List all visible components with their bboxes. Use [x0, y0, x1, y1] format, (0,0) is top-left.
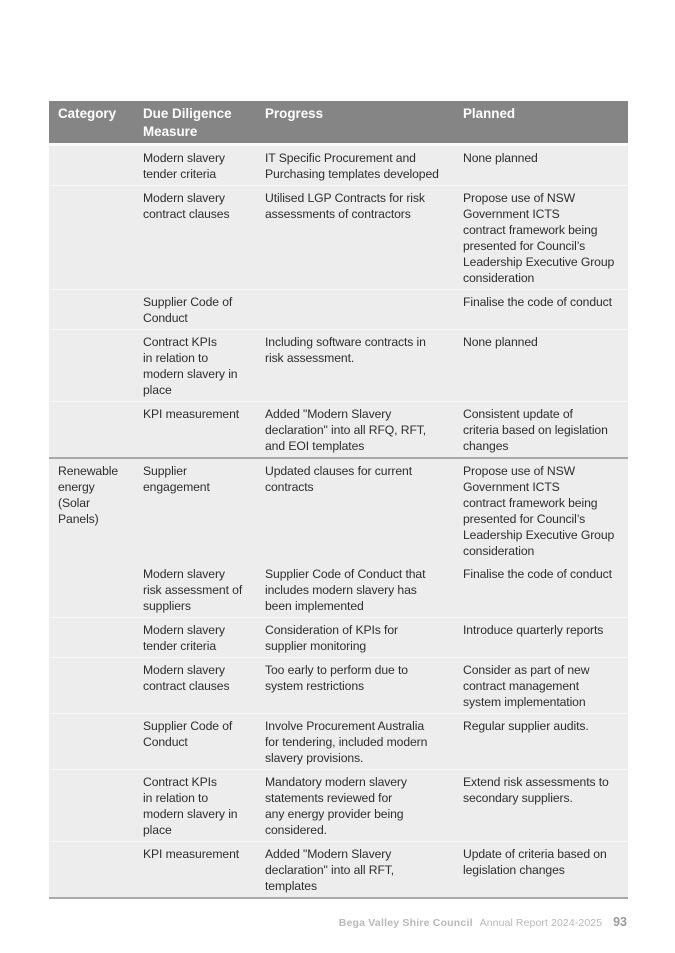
cell-text-line: Supplier Code of	[143, 295, 233, 309]
cell-progress	[256, 618, 454, 658]
cell-text-line: Leadership Executive Group	[463, 255, 615, 269]
cell-text-line: Consider as part of new	[463, 663, 590, 677]
table-row	[49, 562, 628, 618]
table-header	[49, 101, 628, 145]
cell-text-line: Panels)	[58, 512, 99, 526]
cell-text-line: Mandatory modern slavery	[265, 775, 407, 789]
table-row	[49, 618, 628, 658]
cell-due-diligence-measure	[134, 658, 256, 714]
cell-category	[49, 658, 134, 714]
cell-due-diligence-measure	[134, 330, 256, 402]
header-line: Progress	[265, 106, 324, 121]
cell-text-line: Including software contracts in	[265, 335, 426, 349]
cell-text-line: declaration" into all RFQ, RFT,	[265, 423, 427, 437]
cell-text-line: place	[143, 383, 172, 397]
cell-text-line: consideration	[463, 271, 535, 285]
cell-category	[49, 458, 134, 562]
cell-text-line: Propose use of NSW	[463, 191, 575, 205]
cell-text-line: for tendering, included modern	[265, 735, 428, 749]
header-category	[49, 101, 134, 145]
table-row	[49, 458, 628, 562]
cell-text-line: Propose use of NSW	[463, 464, 575, 478]
cell-category	[49, 714, 134, 770]
cell-planned	[454, 618, 628, 658]
cell-text-line: contract framework being	[463, 223, 598, 237]
cell-text-line: contract management	[463, 679, 579, 693]
cell-due-diligence-measure	[134, 714, 256, 770]
cell-text-line: Regular supplier audits.	[463, 719, 589, 733]
cell-text-line: Extend risk assessments to	[463, 775, 609, 789]
cell-due-diligence-measure	[134, 402, 256, 459]
cell-progress	[256, 290, 454, 330]
cell-text-line: contract clauses	[143, 207, 230, 221]
cell-text-line: tender criteria	[143, 639, 217, 653]
cell-planned	[454, 402, 628, 459]
cell-text-line: Introduce quarterly reports	[463, 623, 604, 637]
cell-text-line: includes modern slavery has	[265, 583, 417, 597]
cell-text-line: modern slavery in	[143, 367, 238, 381]
cell-due-diligence-measure	[134, 186, 256, 290]
table-row	[49, 186, 628, 290]
cell-progress	[256, 842, 454, 899]
cell-text-line: been implemented	[265, 599, 364, 613]
table-body	[49, 145, 628, 899]
cell-due-diligence-measure	[134, 458, 256, 562]
cell-text-line: system restrictions	[265, 679, 365, 693]
cell-progress	[256, 330, 454, 402]
cell-text-line: risk assessment.	[265, 351, 355, 365]
cell-text-line: contract framework being	[463, 496, 598, 510]
cell-text-line: tender criteria	[143, 167, 217, 181]
cell-category	[49, 842, 134, 899]
cell-text-line: Government ICTS	[463, 480, 560, 494]
cell-due-diligence-measure	[134, 290, 256, 330]
table-row	[49, 145, 628, 186]
table-row	[49, 842, 628, 899]
cell-text-line: consideration	[463, 544, 535, 558]
page-footer	[339, 915, 627, 929]
cell-text-line: changes	[463, 439, 509, 453]
cell-text-line: (Solar	[58, 496, 90, 510]
due-diligence-table	[49, 101, 628, 899]
cell-text-line: secondary suppliers.	[463, 791, 573, 805]
cell-text-line: Added "Modern Slavery	[265, 847, 392, 861]
cell-planned	[454, 186, 628, 290]
cell-text-line: contracts	[265, 480, 314, 494]
page-number: 93	[613, 915, 627, 929]
cell-planned	[454, 562, 628, 618]
cell-text-line: place	[143, 823, 172, 837]
cell-text-line: Modern slavery	[143, 663, 225, 677]
footer-report-title: Annual Report 2024-2025	[479, 917, 603, 929]
cell-category	[49, 186, 134, 290]
cell-text-line: slavery provisions.	[265, 751, 364, 765]
cell-text-line: Conduct	[143, 311, 188, 325]
table-row	[49, 770, 628, 842]
cell-due-diligence-measure	[134, 770, 256, 842]
cell-text-line: Contract KPIs	[143, 775, 217, 789]
cell-text-line: assessments of contractors	[265, 207, 411, 221]
cell-text-line: Finalise the code of conduct	[463, 567, 612, 581]
cell-text-line: Modern slavery	[143, 151, 225, 165]
cell-text-line: Added "Modern Slavery	[265, 407, 392, 421]
cell-category	[49, 618, 134, 658]
cell-category	[49, 145, 134, 186]
cell-progress	[256, 770, 454, 842]
cell-text-line: KPI measurement	[143, 847, 240, 861]
cell-planned	[454, 770, 628, 842]
cell-text-line: suppliers	[143, 599, 191, 613]
cell-text-line: Updated clauses for current	[265, 464, 413, 478]
cell-text-line: presented for Council’s	[463, 239, 586, 253]
cell-text-line: KPI measurement	[143, 407, 240, 421]
cell-progress	[256, 458, 454, 562]
cell-text-line: Consideration of KPIs for	[265, 623, 398, 637]
cell-planned	[454, 658, 628, 714]
cell-text-line: Conduct	[143, 735, 188, 749]
table-row	[49, 290, 628, 330]
cell-text-line: Purchasing templates developed	[265, 167, 439, 181]
cell-progress	[256, 402, 454, 459]
cell-text-line: IT Specific Procurement and	[265, 151, 416, 165]
cell-text-line: in relation to	[143, 791, 208, 805]
cell-text-line: Consistent update of	[463, 407, 573, 421]
cell-text-line: and EOI templates	[265, 439, 365, 453]
cell-planned	[454, 145, 628, 186]
table-row	[49, 658, 628, 714]
cell-text-line: None planned	[463, 335, 538, 349]
cell-text-line: Modern slavery	[143, 191, 225, 205]
cell-text-line: supplier monitoring	[265, 639, 367, 653]
cell-text-line: Contract KPIs	[143, 335, 217, 349]
cell-text-line: Leadership Executive Group	[463, 528, 615, 542]
header-line: Measure	[143, 124, 198, 139]
cell-text-line: risk assessment of	[143, 583, 243, 597]
cell-text-line: Involve Procurement Australia	[265, 719, 425, 733]
header-planned	[454, 101, 628, 145]
cell-text-line: Utilised LGP Contracts for risk	[265, 191, 425, 205]
cell-text-line: energy	[58, 480, 95, 494]
cell-progress	[256, 145, 454, 186]
cell-category	[49, 330, 134, 402]
cell-text-line: in relation to	[143, 351, 208, 365]
cell-text-line: statements reviewed for	[265, 791, 393, 805]
cell-planned	[454, 714, 628, 770]
header-line: Planned	[463, 106, 516, 121]
cell-text-line: any energy provider being	[265, 807, 404, 821]
cell-progress	[256, 714, 454, 770]
cell-text-line: Supplier Code of Conduct that	[265, 567, 426, 581]
cell-text-line: declaration" into all RFT,	[265, 863, 395, 877]
header-line: Due Diligence	[143, 106, 232, 121]
cell-planned	[454, 290, 628, 330]
cell-text-line: engagement	[143, 480, 210, 494]
table-row	[49, 402, 628, 459]
cell-category	[49, 770, 134, 842]
cell-progress	[256, 658, 454, 714]
cell-due-diligence-measure	[134, 618, 256, 658]
table-header-row	[49, 101, 628, 145]
cell-text-line: contract clauses	[143, 679, 230, 693]
cell-due-diligence-measure	[134, 145, 256, 186]
table-row	[49, 330, 628, 402]
header-line: Category	[58, 106, 117, 121]
cell-text-line: Update of criteria based on	[463, 847, 607, 861]
cell-text-line: Government ICTS	[463, 207, 560, 221]
cell-text-line: None planned	[463, 151, 538, 165]
cell-progress	[256, 186, 454, 290]
cell-text-line: legislation changes	[463, 863, 565, 877]
table-row	[49, 714, 628, 770]
header-progress	[256, 101, 454, 145]
cell-category	[49, 562, 134, 618]
cell-text-line: presented for Council’s	[463, 512, 586, 526]
cell-text-line: system implementation	[463, 695, 586, 709]
cell-text-line: Supplier Code of	[143, 719, 233, 733]
cell-category	[49, 402, 134, 459]
header-due-diligence-measure	[134, 101, 256, 145]
cell-planned	[454, 458, 628, 562]
cell-planned	[454, 330, 628, 402]
cell-text-line: Finalise the code of conduct	[463, 295, 612, 309]
cell-progress	[256, 562, 454, 618]
cell-text-line: Modern slavery	[143, 567, 225, 581]
cell-due-diligence-measure	[134, 842, 256, 899]
cell-text-line: considered.	[265, 823, 327, 837]
cell-text-line: modern slavery in	[143, 807, 238, 821]
cell-text-line: Renewable	[58, 464, 119, 478]
cell-text-line: Modern slavery	[143, 623, 225, 637]
cell-due-diligence-measure	[134, 562, 256, 618]
cell-planned	[454, 842, 628, 899]
cell-text-line: Supplier	[143, 464, 187, 478]
cell-text-line: templates	[265, 879, 317, 893]
cell-text-line: Too early to perform due to	[265, 663, 408, 677]
cell-category	[49, 290, 134, 330]
cell-text-line: criteria based on legislation	[463, 423, 608, 437]
footer-organization: Bega Valley Shire Council	[338, 917, 473, 929]
